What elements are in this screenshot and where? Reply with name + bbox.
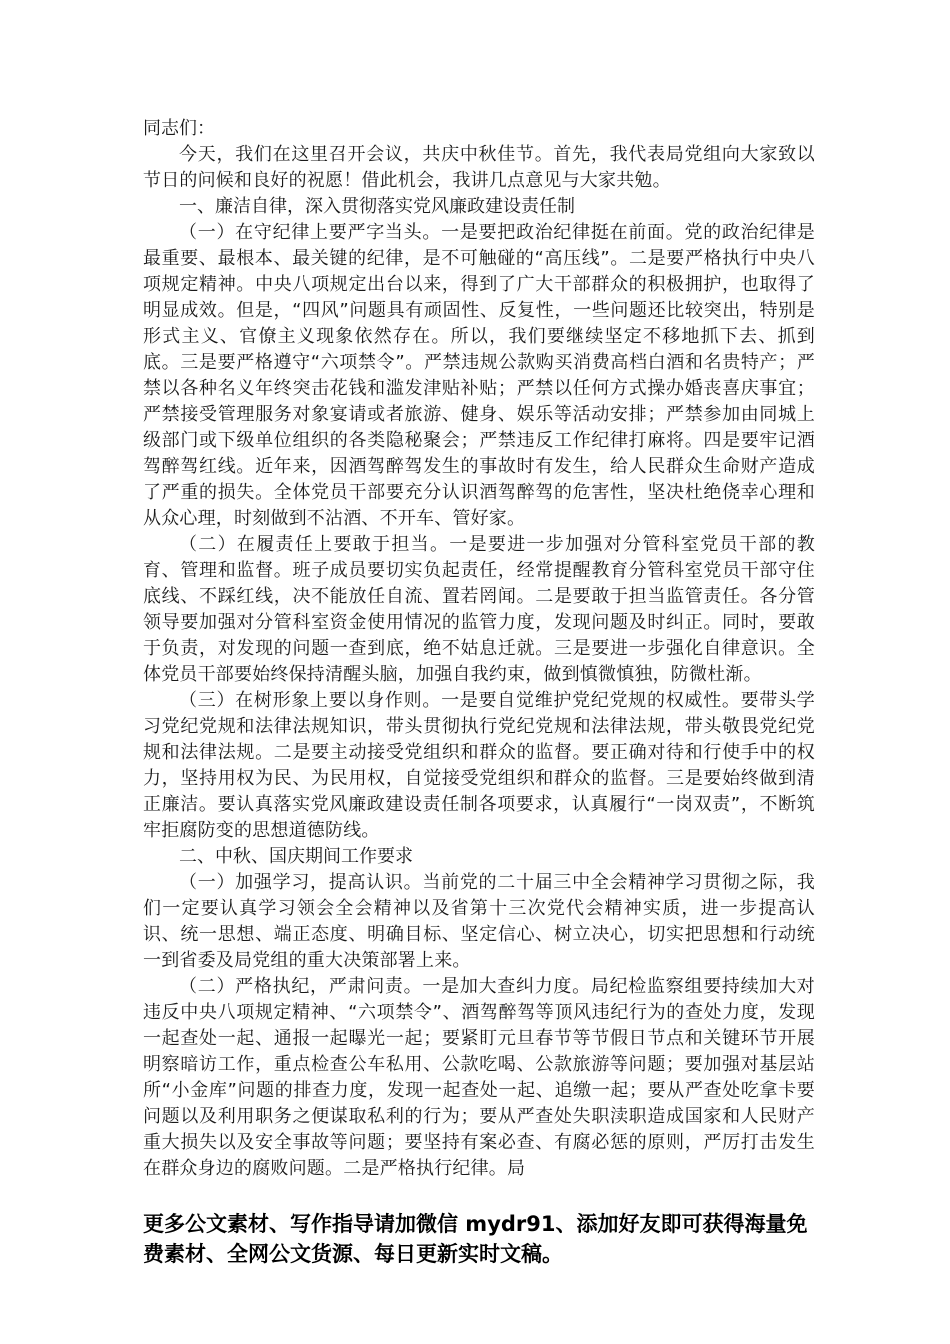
section-1-title: 一、廉洁自律，深入贯彻落实党风廉政建设责任制 <box>179 196 575 217</box>
opening-paragraph: 今天，我们在这里召开会议，共庆中秋佳节。首先，我代表局党组向大家致以节日的问候和良好的祝愿！借此机会，我讲几点意见与大家共勉。 <box>143 144 815 191</box>
document-body <box>143 116 815 1202</box>
section-1-paragraph-1: （一）在守纪律上要严字当头。一是要把政治纪律挺在前面。党的政治纪律是最重要、最根本、最关键的纪律，是不可触碰的“高压线”。二是要严格执行中央八项规定精神。中央八项规定出台以来，得到了广大干部群众的积极拥护，也取得了明显成效。但是，“四风”问题具有顽固性、反复性，一些问题还比较突出，特别是形式主义、官僚主义现象依然存在。所以，我们要继续坚定不移地抓下去、抓到底。三是要严格遵守“六项禁令”。严禁违规公款购买消费高档白酒和名贵特产；严禁以各种名义年终突击花钱和滥发津贴补贴；严禁以任何方式操办婚丧喜庆事宜；严禁接受管理服务对象宴请或者旅游、健身、娱乐等活动安排；严禁参加由同城上级部门或下级单位组织的各类隐秘聚会；严禁违反工作纪律打麻将。四是要牢记酒驾醉驾红线。近年来，因酒驾醉驾发生的事故时有发生，给人民群众生命财产造成了严重的损失。全体党员干部要充分认识酒驾醉驾的危害性，坚决杜绝侥幸心理和从众心理，时刻做到不沾酒、不开车、管好家。 <box>143 222 815 529</box>
section-2-paragraph-1: （一）加强学习，提高认识。当前党的二十届三中全会精神学习贯彻之际，我们一定要认真学习领会全会精神以及省第十三次党代会精神实质，进一步提高认识、统一思想、端正态度、明确目标、坚定信心、树立决心，切实把思想和行动统一到省委及局党组的重大决策部署上来。 <box>143 872 815 971</box>
section-2-title: 二、中秋、国庆期间工作要求 <box>179 846 413 867</box>
document-text-area <box>143 116 815 1202</box>
promo-footer: 更多公文素材、写作指导请加微信 mydr91、添加好友即可获得海量免费素材、全网公文货源、每日更新实时文稿。 <box>143 1212 808 1266</box>
section-1-paragraph-2: （二）在履责任上要敢于担当。一是要进一步加强对分管科室党员干部的教育、管理和监督。班子成员要切实负起责任，经常提醒教育分管科室党员干部守住底线、不踩红线，决不能放任自流、置若罔闻。二是要敢于担当监管责任。各分管领导要加强对分管科室资金使用情况的监管力度，发现问题及时纠正。同时，要敢于负责，对发现的问题一查到底，绝不姑息迁就。三是要进一步强化自律意识。全体党员干部要始终保持清醒头脑，加强自我约束，做到慎微慎独，防微杜渐。 <box>143 534 815 685</box>
section-2-paragraph-2: （二）严格执纪，严肃问责。一是加大查纠力度。局纪检监察组要持续加大对违反中央八项规定精神、“六项禁令”、酒驾醉驾等顶风违纪行为的查处力度，发现一起查处一起、通报一起曝光一起；要紧盯元旦春节等节假日节点和关键环节开展明察暗访工作，重点检查公车私用、公款吃喝、公款旅游等问题；要加强对基层站所“小金库”问题的排查力度，发现一起查处一起、追缴一起；要从严查处吃拿卡要问题以及利用职务之便谋取私利的行为；要从严查处失职渎职造成国家和人民财产重大损失以及安全事故等问题；要坚持有案必查、有腐必惩的原则，严厉打击发生在群众身边的腐败问题。二是严格执行纪律。局 <box>143 976 815 1179</box>
salutation: 同志们： <box>143 118 215 139</box>
section-1-paragraph-3: （三）在树形象上要以身作则。一是要自觉维护党纪党规的权威性。要带头学习党纪党规和法律法规知识，带头贯彻执行党纪党规和法律法规，带头敬畏党纪党规和法律法规。二是要主动接受党组织和群众的监督。要正确对待和行使手中的权力，坚持用权为民、为民用权，自觉接受党组织和群众的监督。三是要始终做到清正廉洁。要认真落实党风廉政建设责任制各项要求，认真履行“一岗双责”，不断筑牢拒腐防变的思想道德防线。 <box>143 690 815 841</box>
